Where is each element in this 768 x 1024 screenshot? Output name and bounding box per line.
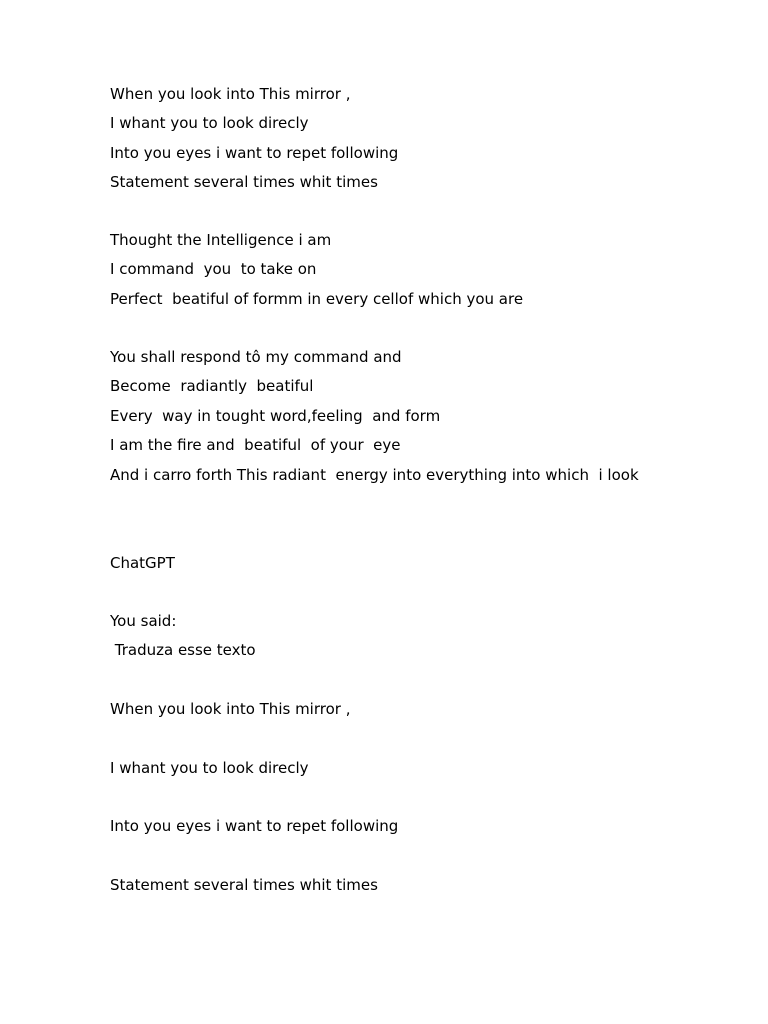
quoted-line: When you look into This mirror , [110,700,351,718]
poem-line: When you look into This mirror , [110,85,351,103]
poem-line: Every way in tought word,feeling and form [110,407,441,425]
quoted-line: Statement several times whit times [110,876,378,894]
quoted-line: Into you eyes i want to repet following [110,817,399,835]
poem-line: Perfect beatiful of formm in every cellof which you are [110,290,524,308]
poem-line: And i carro forth This radiant energy into everything into which i look [110,466,639,484]
poem-line: You shall respond tô my command and [110,348,402,366]
user-label: You said: [110,612,177,630]
poem-line: Statement several times whit times [110,173,378,191]
poem-line: I whant you to look direcly [110,114,309,132]
poem-line: Become radiantly beatiful [110,377,314,395]
poem-line: I command you to take on [110,260,317,278]
assistant-label: ChatGPT [110,554,175,572]
user-request: Traduza esse texto [110,641,256,659]
poem-line: Into you eyes i want to repet following [110,144,399,162]
poem-line: Thought the Intelligence i am [110,231,332,249]
quoted-line: I whant you to look direcly [110,759,309,777]
poem-line: I am the fire and beatiful of your eye [110,436,401,454]
